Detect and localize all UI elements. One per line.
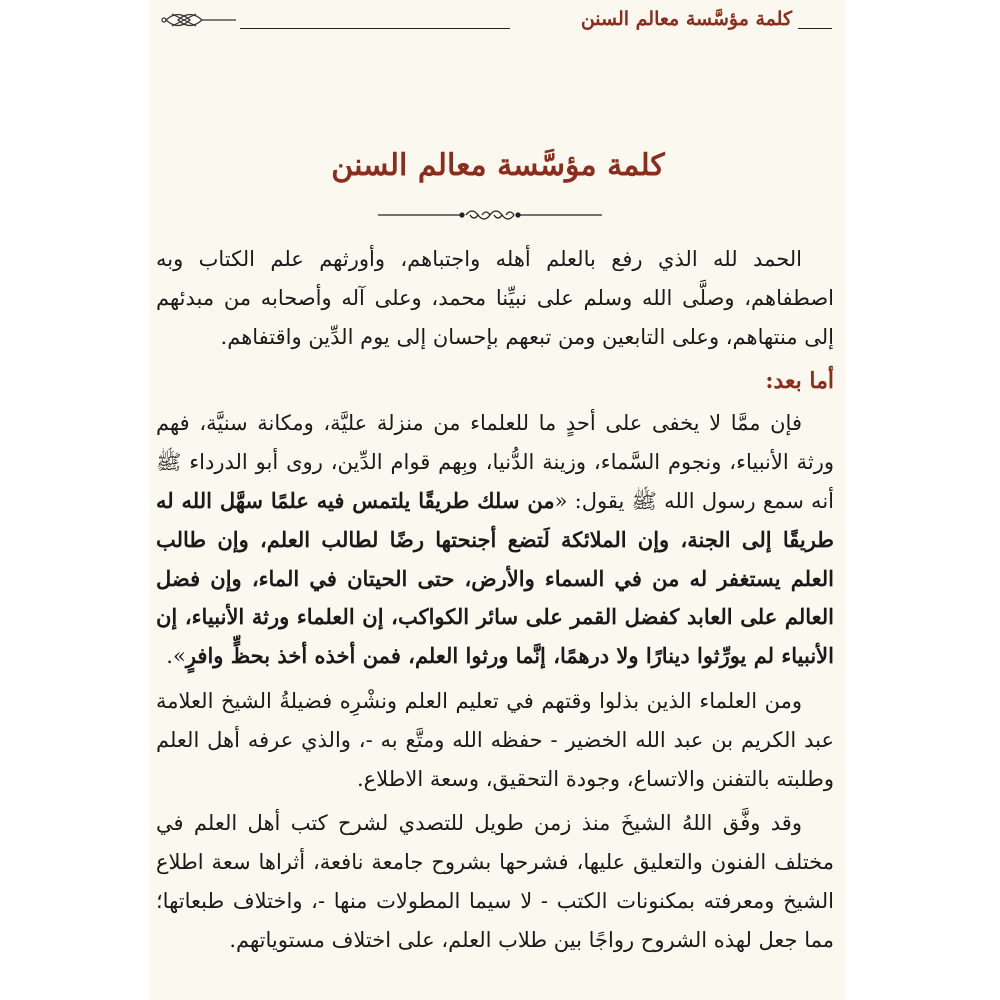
hadith-intro: فإن ممَّا لا يخفى على أحدٍ ما للعلماء من منزلة عليَّة، ومكانة سنيَّة، فهم ورثة الأنبياء، ونجوم السَّماء، وزينة الدُّنيا، وبِهم قوام الدِّين، روى أبو الدرداء ﷺ أنه سمع رسول الله ﷺ يقول: « [156, 411, 834, 513]
hadith-quote: من سلك طريقًا يلتمس فيه علمًا سهَّل الله له طريقًا إلى الجنة، وإن الملائكة لَتضع أجنحتها رضًا لطالب العلم، وإن طالب العلم يستغفر له من في السماء والأرض، حتى الحيتان في الماء، وإن فضل العالم على العابد كفضل القمر على سائر الكواكب، إن العلماء ورثة الأنبياء، إن الأنبياء لم يورِّثوا دينارًا ولا درهمًا، إنَّما ورثوا العلم، فمن أخذه أخذ بحظٍّ وافرٍ [156, 487, 834, 669]
knot-ornament-icon [158, 7, 238, 33]
running-header [158, 4, 832, 34]
section-heading: أما بعد: [765, 368, 834, 395]
header-rule-right [798, 28, 832, 29]
hadith-close: ». [166, 644, 186, 669]
paragraph-sheikh: ومن العلماء الذين بذلوا وقتهم في تعليم العلم ونشْرِه فضيلةُ الشيخ العلامة عبد الكريم بن عبد الله الخضير - حفظه الله ومتَّع به -، والذي عرفه أهل العلم وطلبته بالتفنن والاتساع، وجودة التحقيق، وسعة الاطلاع. [156, 688, 834, 791]
running-title: كلمة مؤسَّسة معالم السنن [580, 8, 792, 30]
paragraph-opening: الحمد لله الذي رفع بالعلم أهله واجتباهم، وأورثهم علم الكتاب وبه اصطفاهم، وصلَّى الله وسلم على نبيِّنا محمد، وعلى آله وأصحابه من مبدئهم إلى منتهاهم، وعلى التابعين ومن تبعهم بإحسان إلى يوم الدِّين واقتفاهم. [156, 247, 834, 349]
paragraph-commentaries: وقد وفَّق اللهُ الشيخَ منذ زمن طويل للتصدي لشرح كتب أهل العلم في مختلف الفنون والتعليق عليها، فشرحها بشروح جامعة نافعة، أثراها سعة اطلاع الشيخ ومعرفته بمكنونات الكتب - لا سيما المطولات منها -، واختلاف طبعاتها؛ مما جعل لهذه الشروح رواجًا بين طلاب العلم، على اختلاف مستوياتهم. [156, 811, 834, 952]
swirl-divider-icon [378, 204, 602, 226]
book-page [150, 0, 846, 1000]
chapter-title: كلمة مؤسَّسة معالم السنن [331, 148, 665, 183]
paragraph-hadith [156, 404, 834, 676]
body-text [156, 240, 834, 966]
header-rule-left [240, 28, 510, 29]
